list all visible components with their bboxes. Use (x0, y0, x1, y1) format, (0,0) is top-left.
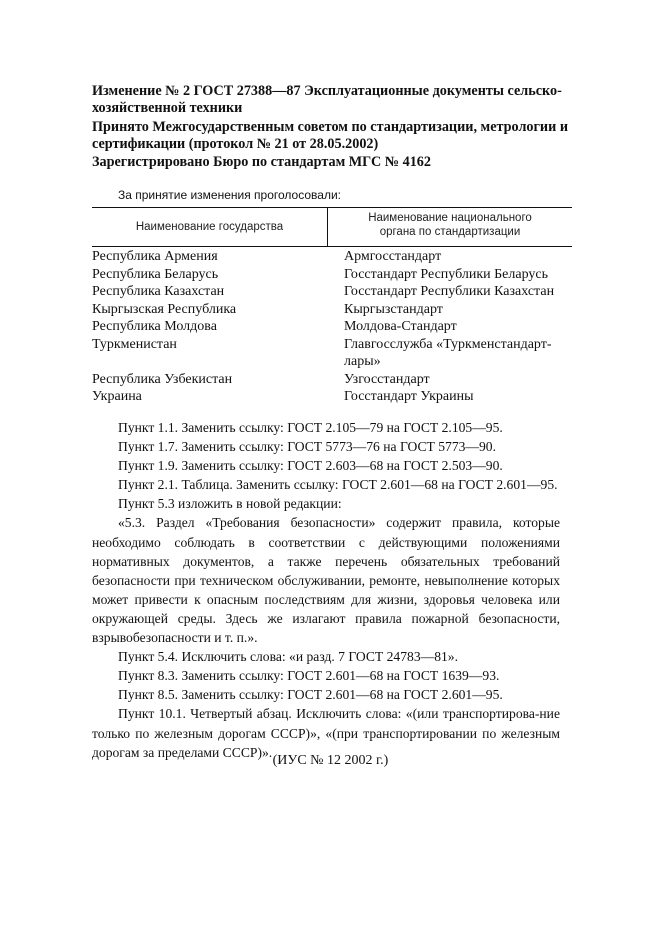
table-row (92, 283, 572, 301)
state-cell: Кыргызская Республика (92, 301, 237, 317)
body-cell: Госстандарт Украины (344, 389, 474, 404)
body-cell: Армгосстандарт (344, 249, 442, 264)
table-row (92, 266, 572, 284)
body-cell: Главгосслужба «Туркменстандарт-лары» (344, 336, 552, 369)
state-cell: Республика Армения (92, 249, 218, 264)
table-top-rule (92, 207, 572, 208)
paragraph: Пункт 10.1. Четвертый абзац. Исключить слова: «(или транспортирова-ние только по железным дорогам СССР)», «(при транспортировании по железным дорогам за пределами СССР)». (92, 706, 560, 760)
paragraph: Пункт 1.1. Заменить ссылку: ГОСТ 2.105—79 на ГОСТ 2.105—95. (118, 420, 503, 435)
table-header-body (328, 211, 572, 239)
state-cell: Республика Молдова (92, 319, 217, 334)
table-row (92, 336, 572, 371)
table-header-body-line1: Наименование национального (368, 212, 532, 224)
paragraph: «5.3. Раздел «Требования безопасности» содержит правила, которые необходимо соблюдать в соответствии с действующими положениями нормативных документов, а также перечень обязательных требований безопасности при техническом обслуживании, ремонте, невыполнение которых может привести к опасным последствиям для жизни, здоровья человека или окружающей среды. Здесь же излагают правила пожарной безопасности, взрывобезопасности и т. п.». (92, 515, 560, 646)
state-cell: Украина (92, 389, 142, 404)
body-cell: Молдова-Стандарт (344, 319, 457, 334)
amendment-title: Изменение № 2 ГОСТ 27388—87 Эксплуатационные документы сельско-хозяйственной техники (92, 83, 562, 116)
table-row (92, 301, 572, 319)
state-cell: Республика Беларусь (92, 266, 219, 282)
paragraph: Пункт 8.5. Заменить ссылку: ГОСТ 2.601—68 на ГОСТ 2.601—95. (118, 687, 503, 703)
table-header-state: Наименование государства (135, 221, 284, 233)
table-row (92, 248, 572, 266)
body-cell: Госстандарт Республики Казахстан (344, 284, 555, 299)
body-cell: Узгосстандарт (344, 371, 430, 387)
paragraph: Пункт 5.3 изложить в новой редакции: (118, 496, 342, 512)
body-cell: Кыргызстандарт (344, 301, 443, 317)
state-cell: Республика Узбекистан (92, 371, 233, 387)
table-row (92, 388, 572, 406)
registration-note: Зарегистрировано Бюро по стандартам МГС № 4162 (92, 154, 431, 170)
vote-intro: За принятие изменения проголосовали: (118, 188, 341, 202)
paragraph: Пункт 8.3. Заменить ссылку: ГОСТ 2.601—68 на ГОСТ 1639—93. (118, 668, 500, 684)
table-header-body-line2: органа по стандартизации (379, 226, 521, 238)
table-body (92, 248, 572, 406)
paragraph: Пункт 1.9. Заменить ссылку: ГОСТ 2.603—68 на ГОСТ 2.503—90. (118, 458, 503, 474)
table-header-rule (92, 246, 572, 247)
state-cell: Республика Казахстан (92, 284, 225, 299)
adoption-note: Принято Межгосударственным советом по стандартизации, метрологии и сертификации (протокол № 21 от 28.05.2002) (92, 119, 569, 152)
paragraph: Пункт 5.4. Исключить слова: «и разд. 7 ГОСТ 24783—81». (118, 649, 459, 665)
table-row (92, 371, 572, 389)
amendment-body (92, 418, 560, 762)
state-cell: Туркменистан (92, 336, 177, 352)
paragraph: Пункт 1.7. Заменить ссылку: ГОСТ 5773—76 на ГОСТ 5773—90. (118, 439, 496, 455)
body-cell: Госстандарт Республики Беларусь (344, 266, 549, 282)
table-row (92, 318, 572, 336)
paragraph: Пункт 2.1. Таблица. Заменить ссылку: ГОСТ 2.601—68 на ГОСТ 2.601—95. (118, 477, 558, 493)
source-reference: (ИУС № 12 2002 г.) (272, 753, 389, 768)
